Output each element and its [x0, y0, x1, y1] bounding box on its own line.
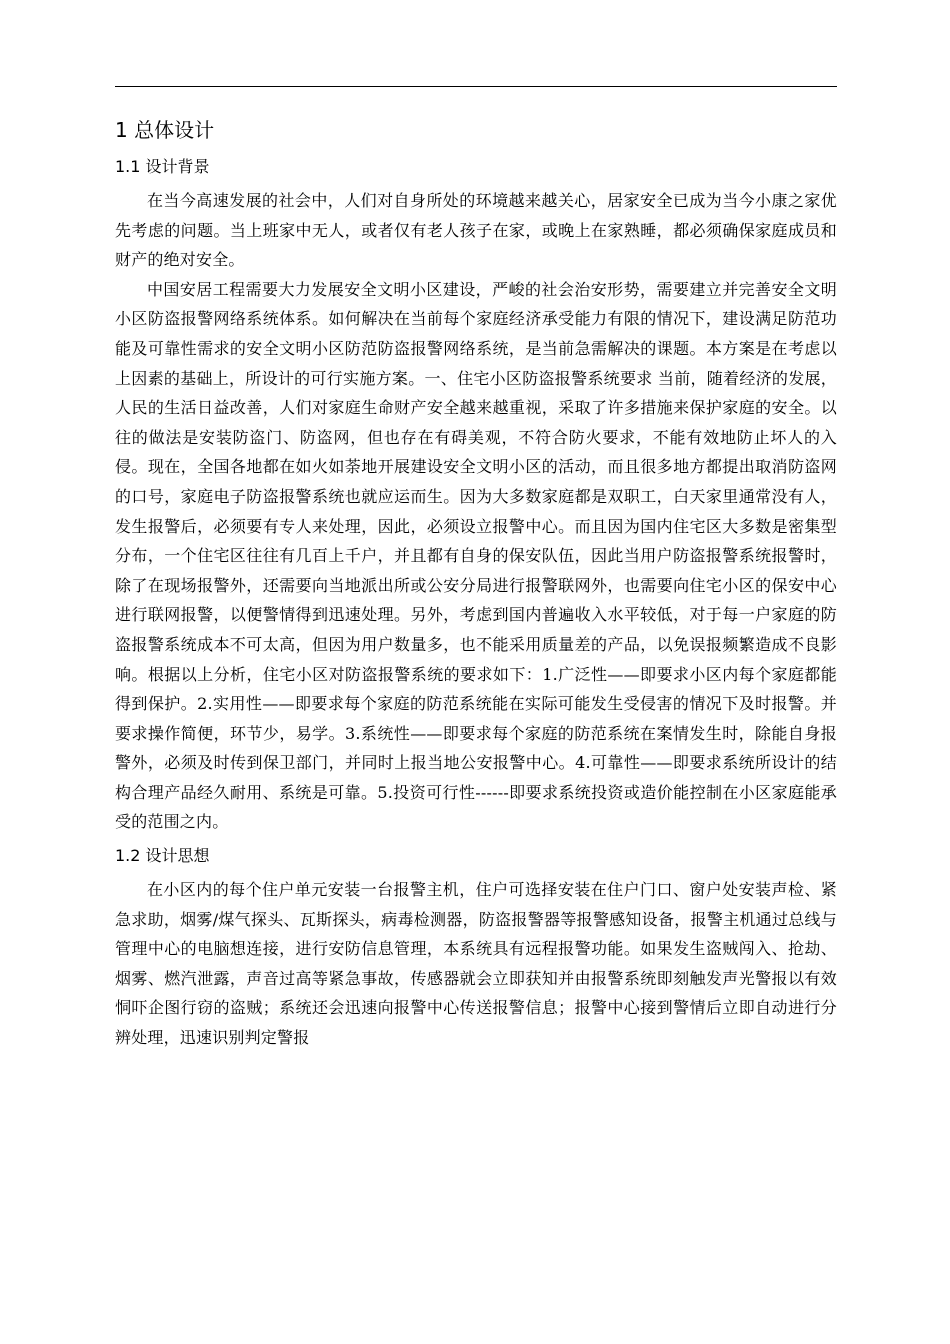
document-body — [115, 112, 837, 1053]
subsection-heading-background: 1.1 设计背景 — [115, 157, 210, 176]
subsection-heading-design-idea: 1.2 设计思想 — [115, 846, 210, 866]
paragraph: 在当今高速发展的社会中，人们对自身所处的环境越来越关心，居家安全已成为当今小康之家优先考虑的问题。当上班家中无人，或者仅有老人孩子在家，或晚上在家熟睡，都必须确保家庭成员和财产的绝对安全。 — [115, 191, 837, 270]
section-heading: 1 总体设计 — [115, 118, 215, 142]
header-rule — [115, 86, 837, 87]
paragraph: 在小区内的每个住户单元安装一台报警主机，住户可选择安装在住户门口、窗户处安装声检、紧急求助，烟雾/煤气探头、瓦斯探头，病毒检测器，防盗报警器等报警感知设备，报警主机通过总线与管理中心的电脑想连接，进行安防信息管理，本系统具有远程报警功能。如果发生盗贼闯入、抢劫、烟雾、燃汽泄露，声音过高等紧急事故，传感器就会立即获知并由报警系统即刻触发声光警报以有效恫吓企图行窃的盗贼；系统还会迅速向报警中心传送报警信息；报警中心接到警情后立即自动进行分辨处理，迅速识别判定警报 — [115, 880, 837, 1048]
paragraph: 中国安居工程需要大力发展安全文明小区建设，严峻的社会治安形势，需要建立并完善安全文明小区防盗报警网络系统体系。如何解决在当前每个家庭经济承受能力有限的情况下，建设满足防范功能及可靠性需求的安全文明小区防范防盗报警网络系统，是当前急需解决的课题。本方案是在考虑以上因素的基础上，所设计的可行实施方案。一、住宅小区防盗报警系统要求 当前，随着经济的发展，人民的生活日益改善，人们对家庭生命财产安全越来越重视，采取了许多措施来保护家庭的安全。以往的做法是安装防盗门、防盗网，但也存在有碍美观，不符合防火要求，不能有效地防止坏人的入侵。现在，全国各地都在如火如荼地开展建设安全文明小区的活动，而且很多地方都提出取消防盗网的口号，家庭电子防盗报警系统也就应运而生。因为大多数家庭都是双职工，白天家里通常没有人，发生报警后，必须要有专人来处理，因此，必须设立报警中心。而且因为国内住宅区大多数是密集型分布，一个住宅区往往有几百上千户，并且都有自身的保安队伍，因此当用户防盗报警系统报警时，除了在现场报警外，还需要向当地派出所或公安分局进行报警联网外，也需要向住宅小区的保安中心进行联网报警，以便警情得到迅速处理。另外，考虑到国内普遍收入水平较低，对于每一户家庭的防盗报警系统成本不可太高，但因为用户数量多，也不能采用质量差的产品，以免误报频繁造成不良影响。根据以上分析，住宅小区对防盗报警系统的要求如下：1.广泛性——即要求小区内每个家庭都能得到保护。2.实用性——即要求每个家庭的防范系统能在实际可能发生受侵害的情况下及时报警。并要求操作简便，环节少，易学。3.系统性——即要求每个家庭的防范系统在案情发生时，除能自身报警外，必须及时传到保卫部门，并同时上报当地公安报警中心。4.可靠性——即要求系统所设计的结构合理产品经久耐用、系统是可靠。5.投资可行性------即要求系统投资或造价能控制在小区家庭能承受的范围之内。 — [115, 279, 837, 832]
